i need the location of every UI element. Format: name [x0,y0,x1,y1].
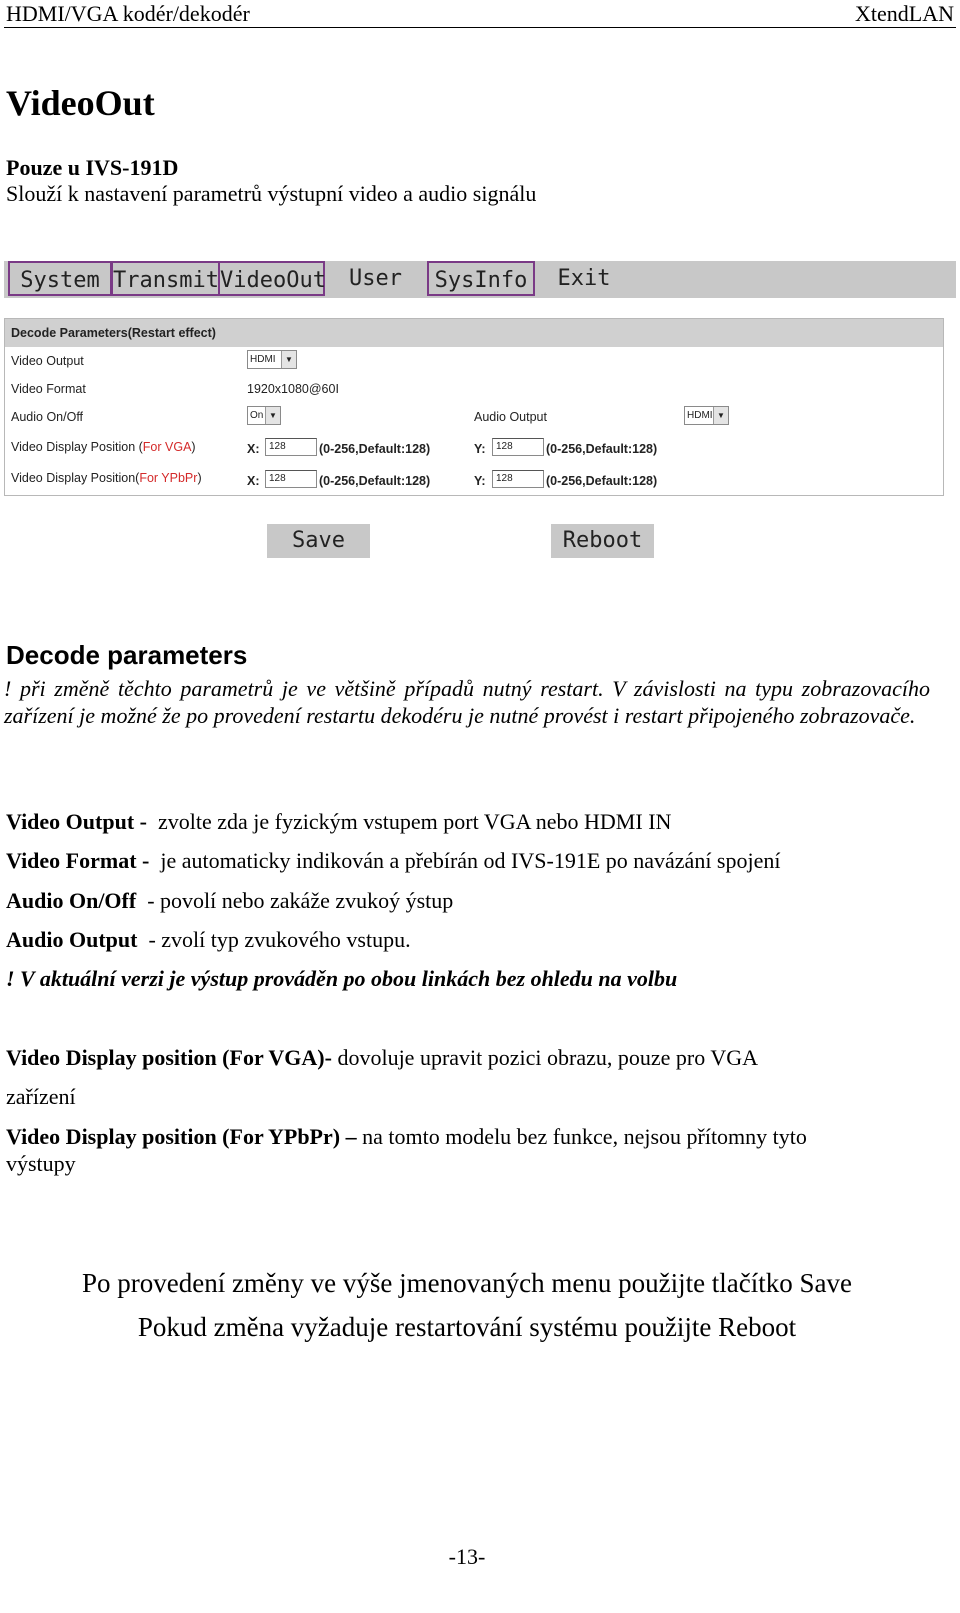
vga-position-label-red: For VGA [142,440,192,454]
chevron-down-icon: ▼ [713,407,728,424]
header-left: HDMI/VGA kodér/dekodér [6,1,250,26]
audio-onoff-select[interactable] [247,406,281,425]
vga-position-label [11,440,196,454]
desc-note: ! V aktuální verzi je výstup prováděn po obou linkách bez ohledu na volbu [6,966,678,991]
ypbpr-position-label-red: For YPbPr [139,471,198,485]
desc-position-vga [6,1045,758,1071]
audio-output-select[interactable] [684,406,729,425]
desc-text: zvolte zda je fyzickým vstupem port VGA nebo HDMI IN [157,809,672,834]
desc-position-ypbpr-cont: výstupy [6,1151,76,1176]
ypbpr-x-input[interactable]: 128 [265,470,317,488]
desc-text: dovoluje upravit pozici obrazu, pouze pro VGA [337,1045,758,1070]
desc-position-vga-cont: zařízení [6,1084,76,1109]
desc-term: Audio On/Off [6,888,137,913]
ypbpr-y-label: Y: [474,474,486,488]
menu-bar [4,261,956,298]
vga-x-label: X: [247,442,260,456]
panel-title: Decode Parameters(Restart effect) [11,326,216,340]
ypbpr-position-label-suffix: ) [197,471,202,485]
chevron-down-icon: ▼ [281,351,296,368]
section-title: Decode parameters [6,640,248,670]
desc-text: na tomto modelu bez funkce, nejsou přítomny tyto [362,1124,807,1149]
tab-user[interactable]: User [349,266,402,291]
tab-sysinfo[interactable]: SysInfo [427,261,535,296]
desc-audio-onoff [6,888,453,914]
ypbpr-position-label [11,471,202,485]
desc-term: Video Display position (For VGA)- [6,1045,332,1070]
vga-position-label-prefix: Video Display Position ( [11,440,143,454]
vga-x-input[interactable]: 128 [265,438,317,456]
subtitle: Slouží k nastavení parametrů výstupní video a audio signálu [6,181,537,206]
tab-system[interactable]: System [8,261,112,296]
audio-output-value: HDMI [687,410,713,421]
save-button[interactable]: Save [267,524,370,558]
warning-paragraph: ! při změně těchto parametrů je ve většině případů nutný restart. V závislosti na typu zobrazovacího zařízení je možné že po provedení restartu dekodéru je nutné provést i restart připojeného zobrazovače. [4,676,930,728]
footer-note-reboot: Pokud změna vyžaduje restartování systému použijte Reboot [137,1312,797,1342]
desc-text: - povolí nebo zakáže zvukoý ýstup [147,888,454,913]
ypbpr-y-hint: (0-256,Default:128) [546,474,658,488]
page-title: VideoOut [6,83,155,123]
ypbpr-x-label: X: [247,474,260,488]
decode-parameters-panel [4,318,944,496]
desc-text: je automaticky indikován a přebírán od IVS-191E po navázání spojení [160,848,781,873]
video-format-value: 1920x1080@60I [247,382,339,396]
footer-note-save: Po provedení změny ve výše jmenovaných menu použijte tlačítko Save [81,1268,853,1298]
tab-transmit[interactable]: Transmit [111,261,220,296]
ypbpr-position-label-prefix: Video Display Position( [11,471,140,485]
header-right: XtendLAN [855,1,954,26]
desc-text: - zvolí typ zvukového vstupu. [148,927,411,952]
tab-exit[interactable]: Exit [557,266,611,291]
running-header [4,0,956,28]
vga-y-label: Y: [474,442,486,456]
desc-term: Video Output - [6,809,147,834]
vga-y-input[interactable]: 128 [492,438,544,456]
desc-term: Video Display position (For YPbPr) – [6,1124,357,1149]
ypbpr-y-input[interactable]: 128 [492,470,544,488]
ypbpr-x-hint: (0-256,Default:128) [319,474,431,488]
vga-x-hint: (0-256,Default:128) [319,442,431,456]
audio-onoff-label: Audio On/Off [11,410,84,424]
video-output-value: HDMI [250,354,276,365]
desc-video-format [6,848,780,874]
page-number: -13- [448,1544,486,1569]
tab-videoout[interactable]: VideoOut [218,261,325,296]
reboot-button[interactable]: Reboot [551,524,654,558]
audio-onoff-value: On [250,410,264,421]
desc-audio-output [6,927,411,953]
panel-header [5,319,943,347]
chevron-down-icon: ▼ [265,407,280,424]
vga-y-hint: (0-256,Default:128) [546,442,658,456]
desc-position-ypbpr [6,1124,807,1150]
audio-output-label: Audio Output [474,410,547,424]
desc-video-output [6,809,671,835]
video-format-label: Video Format [11,382,86,396]
vga-position-label-suffix: ) [191,440,196,454]
video-output-label: Video Output [11,354,84,368]
desc-term: Video Format - [6,848,150,873]
desc-term: Audio Output [6,927,138,952]
video-output-select[interactable] [247,350,297,369]
subtitle-bold: Pouze u IVS-191D [6,155,179,180]
